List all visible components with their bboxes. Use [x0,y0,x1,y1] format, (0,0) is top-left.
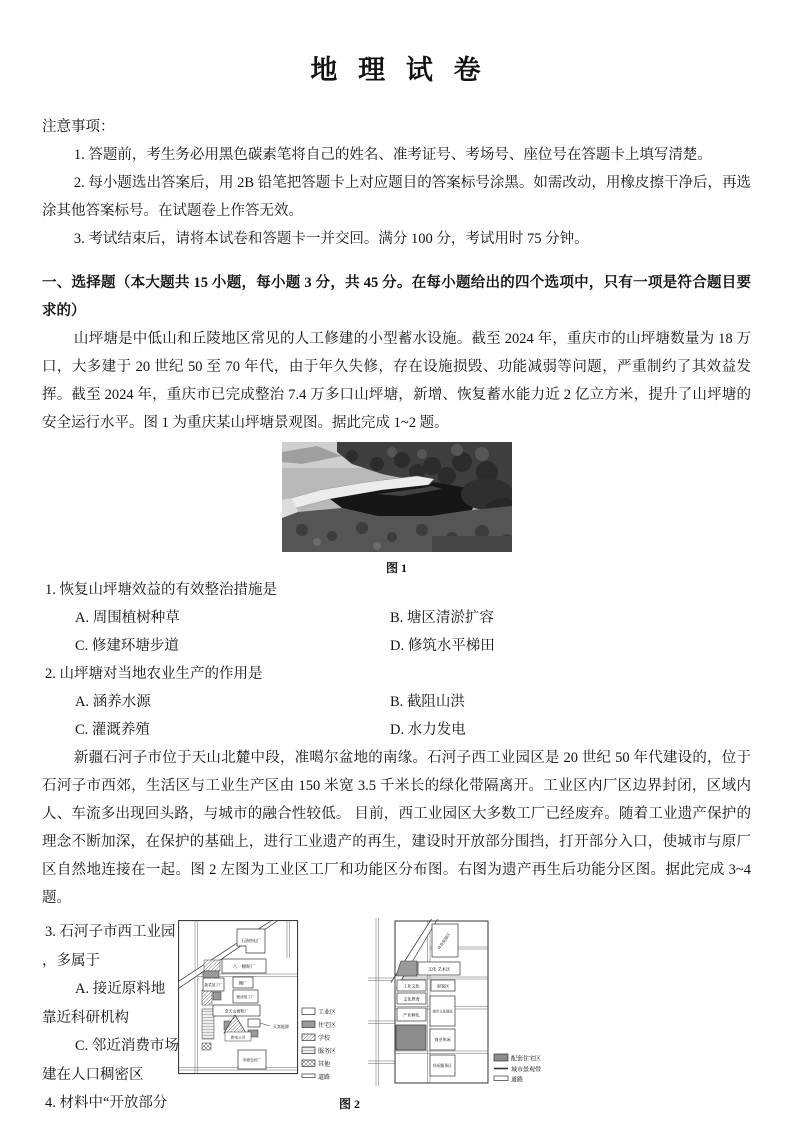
figure1 [42,442,751,576]
legend-label: 服务区 [318,1049,337,1055]
factory-label: 天富能源 [273,1024,289,1029]
q1-option-b: B. 塘区清淤扩容 [390,610,494,626]
right-map-legend [494,1054,541,1084]
factory-label: 八一棉纺厂 [232,964,256,969]
figure1-pond-photo [282,442,512,552]
q2-option-b: B. 截阻山洪 [390,694,465,710]
legend-label: 配套住宅区 [511,1056,542,1063]
q2-stem: 2. 山坪塘对当地农业生产的作用是 [45,666,263,682]
page-content [42,0,751,1118]
question3-4-figure2-block [42,918,751,1118]
notice-item: 1. 答题前，考生务必用黑色碳素笔将自己的姓名、准考证号、考场号、座位号在答题卡上填写清楚。 [73,147,712,163]
factory-label: 蔬菜加工厂 [204,983,223,987]
q3-line: 3. 石河子市西工业园 [45,924,176,940]
q1-option-d: D. 修筑水平梯田 [390,638,495,654]
q2-option-d: D. 水力发电 [390,722,466,738]
notice-item: 2. 每小题选出答案后，用 2B 铅笔把答题卡上对应题目的答案标号涂黑。如需改动，用橡皮擦干净后，再选涂其他答案标号。在试题卷上作答无效。 [42,175,751,219]
factory-label: 新电公司 [230,1035,246,1040]
figure2-caption: 图 2 [339,1097,361,1111]
legend-label: 住宅区 [318,1023,337,1029]
q2-options-row [42,688,751,716]
q1-options-row [42,632,751,660]
legend-label: 道路 [318,1075,331,1081]
figure2-left-map [178,920,346,1082]
legend-label: 其他 [318,1062,331,1068]
q3-line: 建在人口稠密区 [42,1066,144,1083]
legend-label: 道路 [511,1077,524,1084]
zone-label: 文化教育 [403,996,420,1002]
figure1-caption: 图 1 [385,561,407,575]
factory-label: 金天山面粉厂 [224,1008,249,1014]
zone-label: 文化·艺术区 [427,966,451,972]
zone-label: 原貌区 [436,983,450,989]
legend-label: 学校 [318,1036,331,1042]
zone-label: 城市文化展览 [432,1009,453,1014]
factory-label: 石油热电厂 [241,938,261,943]
zone-label: 商业休闲 [434,1037,451,1042]
legend-label: 城市景观带 [511,1067,542,1074]
zone-label: 工业文化 [403,983,420,989]
q1-options-row [42,604,751,632]
q2-options-row [42,716,751,744]
factory-label: 如意色纺厂 [243,1058,261,1062]
q3-line: 靠近科研机构 [42,1009,129,1026]
left-map-legend [302,1008,336,1081]
notice-item: 3. 考试结束后，请将本试卷和答题卡一并交回。满分 100 分，考试用时 75 分钟。 [73,231,589,247]
page-title: 地 理 试 卷 [310,55,483,85]
section-heading: 一、选择题（本大题共 15 小题，每小题 3 分，共 45 分。在每小题给出的四个选项中，只有一项是符合题目要求的） [42,275,751,319]
zone-label: 产业孵化 [403,1012,420,1018]
zone-label: 体育爱阅区 [437,932,452,951]
q1-stem: 1. 恢复山坪塘效益的有效整治措施是 [45,582,277,598]
q3-option-c: C. 邻近消费市场 [75,1038,179,1054]
q1-option-a: A. 周围植树种草 [75,610,180,626]
q3-option-a: A. 接近原料地 [75,981,166,997]
residential-support-block [396,1025,426,1050]
figure2-right-map [368,918,545,1088]
notice-heading: 注意事项： [42,119,115,135]
passage-shanpingtang: 山坪塘是中低山和丘陵地区常见的人工修建的小型蓄水设施。截至 2024 年，重庆市的山坪塘数量为 18 万口，大多建于 20 世纪 50 至 70 年代，由于年久失修，存在设施损毁、功能减弱等问题，严重制约了其效益发挥。截至 2024 年，重庆市已完成整治 7.4 万多口山坪塘，新增、恢复蓄水能力近 2 亿立方米，提升了山坪塘的安全运行水平。图 1 为重庆某山坪塘景观图。据此完成 1~2 题。 [42,331,751,431]
q4-line: 4. 材料中“开放部分 [45,1095,168,1111]
q2-option-a: A. 涵养水源 [75,694,151,710]
q3-line: ，多属于 [42,952,100,969]
factory-label: 糖厂 [239,980,247,986]
legend-label: 工业区 [318,1010,337,1016]
q2-option-c: C. 灌溉养殖 [75,722,150,738]
zone-label: 休闲服务区 [433,1064,452,1068]
factory-label: 粮油加工厂 [236,995,255,999]
q1-option-c: C. 修建环塘步道 [75,638,179,654]
passage-shihezi: 新疆石河子市位于天山北麓中段，准噶尔盆地的南缘。石河子西工业园区是 20 世纪 50 年代建设的，位于石河子市西郊，生活区与工业生产区由 150 米宽 3.5 千米长的绿化带隔离开。工业区内厂区边界封闭，区域内人、车流多出现回头路，与城市的融合性较低。 目前，西工业园区大多数工厂已经废弃。随着工业遗产保护的理念不断加深，在保护的基础上，进行工业遗产的再生，建设时开放部分围挡，打开部分入口，使城市与原厂区自然地连接在一起。图 2 左图为工业区工厂和功能区分布图。右图为遗产再生后功能分区图。据此完成 3~4 题。 [42,750,751,906]
